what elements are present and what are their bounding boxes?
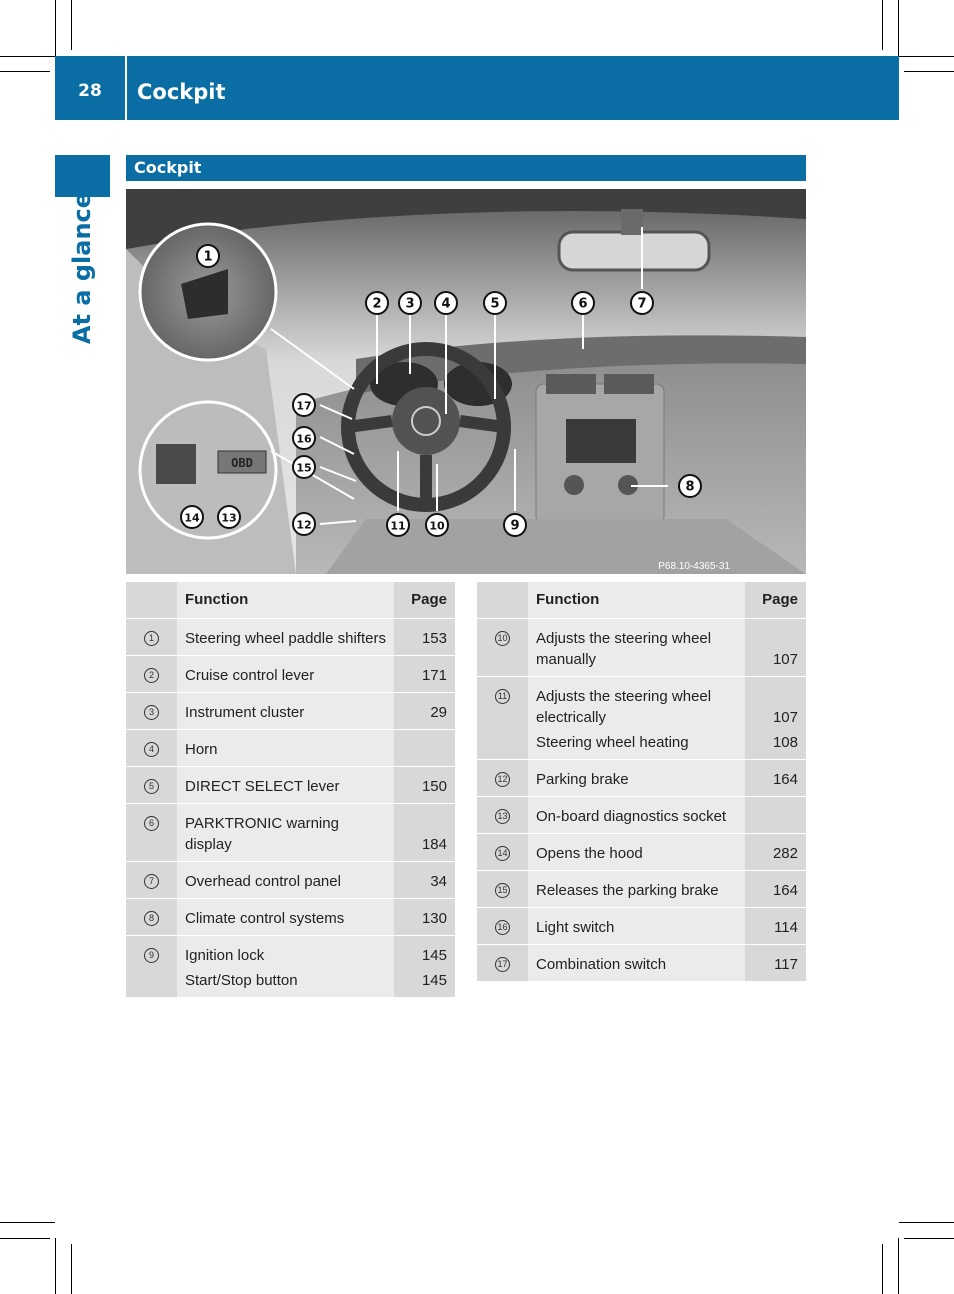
row-number-cell [126, 936, 177, 998]
row-page-cell [745, 619, 806, 677]
crop-mark [71, 0, 72, 50]
function-text: On-board diagnostics socket [536, 808, 727, 825]
callout-3 [399, 292, 421, 314]
row-function-cell [528, 945, 745, 982]
table-row [126, 804, 455, 862]
row-number-cell [477, 908, 528, 945]
row-number-cell [477, 945, 528, 982]
table-row [477, 908, 806, 945]
function-text: Steering wheel paddle shifters [185, 630, 386, 647]
row-page-cell [394, 656, 455, 693]
row-function-cell [528, 677, 745, 760]
table-row [126, 693, 455, 730]
row-callout-number: 4 [144, 742, 159, 757]
function-table-left [126, 582, 455, 998]
table-row [126, 619, 455, 656]
callout-13 [218, 506, 240, 528]
row-callout-number: 2 [144, 668, 159, 683]
col-num-header [126, 582, 177, 619]
callout-label: 9 [510, 518, 520, 534]
callout-label: 14 [184, 511, 200, 525]
row-callout-number: 14 [495, 846, 510, 861]
page-reference: 150 [421, 778, 447, 795]
row-page-cell [745, 834, 806, 871]
page-reference: 108 [772, 734, 798, 751]
row-page-cell [394, 936, 455, 998]
obd-label: OBD [231, 456, 253, 470]
callout-4 [435, 292, 457, 314]
row-page-cell [394, 619, 455, 656]
row-number-cell [477, 797, 528, 834]
table-row [126, 936, 455, 998]
page-reference: 164 [772, 882, 798, 899]
row-function-cell [177, 804, 394, 862]
function-text: Overhead control panel [185, 873, 341, 890]
page-reference: 153 [421, 630, 447, 647]
page-reference: 130 [421, 910, 447, 927]
callout-14 [181, 506, 203, 528]
row-function-cell [177, 862, 394, 899]
row-callout-number: 1 [144, 631, 159, 646]
row-page-cell [394, 862, 455, 899]
side-tab-label: At a glance [68, 191, 96, 345]
table-row [126, 862, 455, 899]
crop-mark [898, 1238, 899, 1294]
crop-mark [882, 1244, 883, 1294]
table-row [477, 677, 806, 760]
row-callout-number: 16 [495, 920, 510, 935]
row-page-cell [745, 908, 806, 945]
callout-6 [572, 292, 594, 314]
callout-label: 7 [637, 296, 647, 312]
callout-label: 12 [296, 518, 312, 532]
row-page-cell [394, 804, 455, 862]
section-title: Cockpit [126, 155, 806, 181]
row-callout-number: 12 [495, 772, 510, 787]
row-callout-number: 10 [495, 631, 510, 646]
row-number-cell [126, 862, 177, 899]
row-function-cell [528, 619, 745, 677]
page-reference: 34 [430, 873, 447, 890]
crop-mark [55, 0, 56, 56]
page-reference: 117 [774, 956, 798, 973]
row-number-cell [126, 693, 177, 730]
row-number-cell [126, 730, 177, 767]
row-number-cell [126, 767, 177, 804]
row-function-cell [177, 693, 394, 730]
page-reference: 114 [774, 919, 798, 936]
callout-label: 3 [405, 296, 415, 312]
row-callout-number: 13 [495, 809, 510, 824]
callout-5 [484, 292, 506, 314]
callout-17 [293, 394, 315, 416]
function-text: Start/Stop button [185, 972, 298, 989]
row-function-cell [177, 730, 394, 767]
table-row [477, 797, 806, 834]
row-function-cell [177, 899, 394, 936]
function-text: Horn [185, 741, 218, 758]
function-text: Parking brake [536, 771, 629, 788]
callout-label: 4 [441, 296, 451, 312]
table-header-row [477, 582, 806, 619]
table-row [126, 730, 455, 767]
callout-7 [631, 292, 653, 314]
side-tab-marker [55, 155, 110, 197]
row-function-cell [528, 760, 745, 797]
callout-9 [504, 514, 526, 536]
function-text: Instrument cluster [185, 704, 305, 721]
row-callout-number: 8 [144, 911, 159, 926]
crop-mark [898, 0, 899, 56]
row-number-cell [477, 619, 528, 677]
function-text: DIRECT SELECT lever [185, 778, 340, 795]
callout-8 [679, 475, 701, 497]
chapter-title: Cockpit [137, 80, 226, 104]
row-callout-number: 9 [144, 948, 159, 963]
table-row [477, 760, 806, 797]
row-page-cell [394, 693, 455, 730]
callout-label: 16 [296, 432, 312, 446]
page-reference: 171 [421, 667, 447, 684]
callout-label: 5 [490, 296, 500, 312]
row-page-cell [745, 760, 806, 797]
crop-mark [0, 1222, 55, 1223]
cockpit-drawing [126, 189, 806, 574]
row-callout-number: 11 [495, 689, 510, 704]
row-page-cell [394, 730, 455, 767]
crop-mark [55, 1238, 56, 1294]
crop-mark [882, 0, 883, 50]
crop-mark [904, 71, 954, 72]
row-function-cell [528, 908, 745, 945]
row-callout-number: 6 [144, 816, 159, 831]
table-row [126, 899, 455, 936]
crop-mark [0, 71, 50, 72]
row-callout-number: 3 [144, 705, 159, 720]
row-callout-number: 15 [495, 883, 510, 898]
row-number-cell [477, 760, 528, 797]
col-function-header: Function [528, 582, 745, 619]
col-function-header: Function [177, 582, 394, 619]
row-number-cell [126, 804, 177, 862]
table-row [477, 834, 806, 871]
callout-1 [197, 245, 219, 267]
callout-label: 8 [685, 479, 695, 495]
function-table-right [477, 582, 806, 982]
image-code: P68.10-4365-31 [658, 561, 730, 572]
page-number: 28 [78, 81, 102, 101]
row-function-cell [177, 767, 394, 804]
page-reference: 29 [430, 704, 447, 721]
function-text: PARKTRONIC warning display [185, 815, 339, 853]
row-callout-number: 5 [144, 779, 159, 794]
crop-mark [899, 1222, 954, 1223]
function-text: Opens the hood [536, 845, 643, 862]
page-reference: 107 [772, 709, 798, 726]
table-row [126, 656, 455, 693]
crop-mark [71, 1244, 72, 1294]
crop-mark [899, 56, 954, 57]
callout-label: 10 [429, 519, 445, 533]
row-page-cell [394, 767, 455, 804]
callout-label: 6 [578, 296, 588, 312]
row-page-cell [745, 871, 806, 908]
callout-16 [293, 427, 315, 449]
row-page-cell [745, 945, 806, 982]
crop-mark [0, 1238, 50, 1239]
callout-11 [387, 514, 409, 536]
row-function-cell [177, 656, 394, 693]
page-reference: 164 [772, 771, 798, 788]
function-text: Steering wheel heating [536, 734, 689, 751]
cockpit-illustration [126, 189, 806, 574]
callout-label: 15 [296, 461, 312, 475]
crop-mark [0, 56, 55, 57]
callout-10 [426, 514, 448, 536]
row-function-cell [528, 871, 745, 908]
callout-2 [366, 292, 388, 314]
table-row [477, 871, 806, 908]
row-function-cell [177, 619, 394, 656]
function-text: Adjusts the steering wheel manually [536, 630, 712, 668]
col-page-header: Page [745, 582, 806, 619]
callout-label: 17 [296, 399, 312, 413]
table-header-row [126, 582, 455, 619]
page-header [55, 56, 899, 120]
row-page-cell [745, 797, 806, 834]
callout-label: 1 [203, 249, 213, 265]
table-row [477, 619, 806, 677]
row-callout-number: 7 [144, 874, 159, 889]
function-text: Ignition lock [185, 947, 265, 964]
row-number-cell [126, 899, 177, 936]
page-reference: 282 [772, 845, 798, 862]
table-row [126, 767, 455, 804]
row-page-cell [745, 677, 806, 760]
row-callout-number: 17 [495, 957, 510, 972]
function-text: Light switch [536, 919, 615, 936]
row-number-cell [126, 656, 177, 693]
row-number-cell [477, 677, 528, 760]
crop-mark [904, 1238, 954, 1239]
row-page-cell [394, 899, 455, 936]
function-text: Cruise control lever [185, 667, 315, 684]
function-text: Releases the parking brake [536, 882, 719, 899]
function-text: Combination switch [536, 956, 667, 973]
row-function-cell [528, 834, 745, 871]
row-number-cell [126, 619, 177, 656]
callout-label: 11 [390, 519, 406, 533]
row-function-cell [177, 936, 394, 998]
callout-15 [293, 456, 315, 478]
callout-label: 2 [372, 296, 382, 312]
col-num-header [477, 582, 528, 619]
callout-label: 13 [221, 511, 237, 525]
callout-12 [293, 513, 315, 535]
page-reference: 145 [421, 947, 447, 964]
col-page-header: Page [394, 582, 455, 619]
page-reference: 107 [772, 651, 798, 668]
row-function-cell [528, 797, 745, 834]
header-divider [125, 56, 127, 120]
page-reference: 145 [421, 972, 447, 989]
function-text: Climate control systems [185, 910, 345, 927]
row-number-cell [477, 871, 528, 908]
row-number-cell [477, 834, 528, 871]
page-reference: 184 [421, 836, 447, 853]
table-row [477, 945, 806, 982]
function-text: Adjusts the steering wheel electrically [536, 688, 712, 726]
